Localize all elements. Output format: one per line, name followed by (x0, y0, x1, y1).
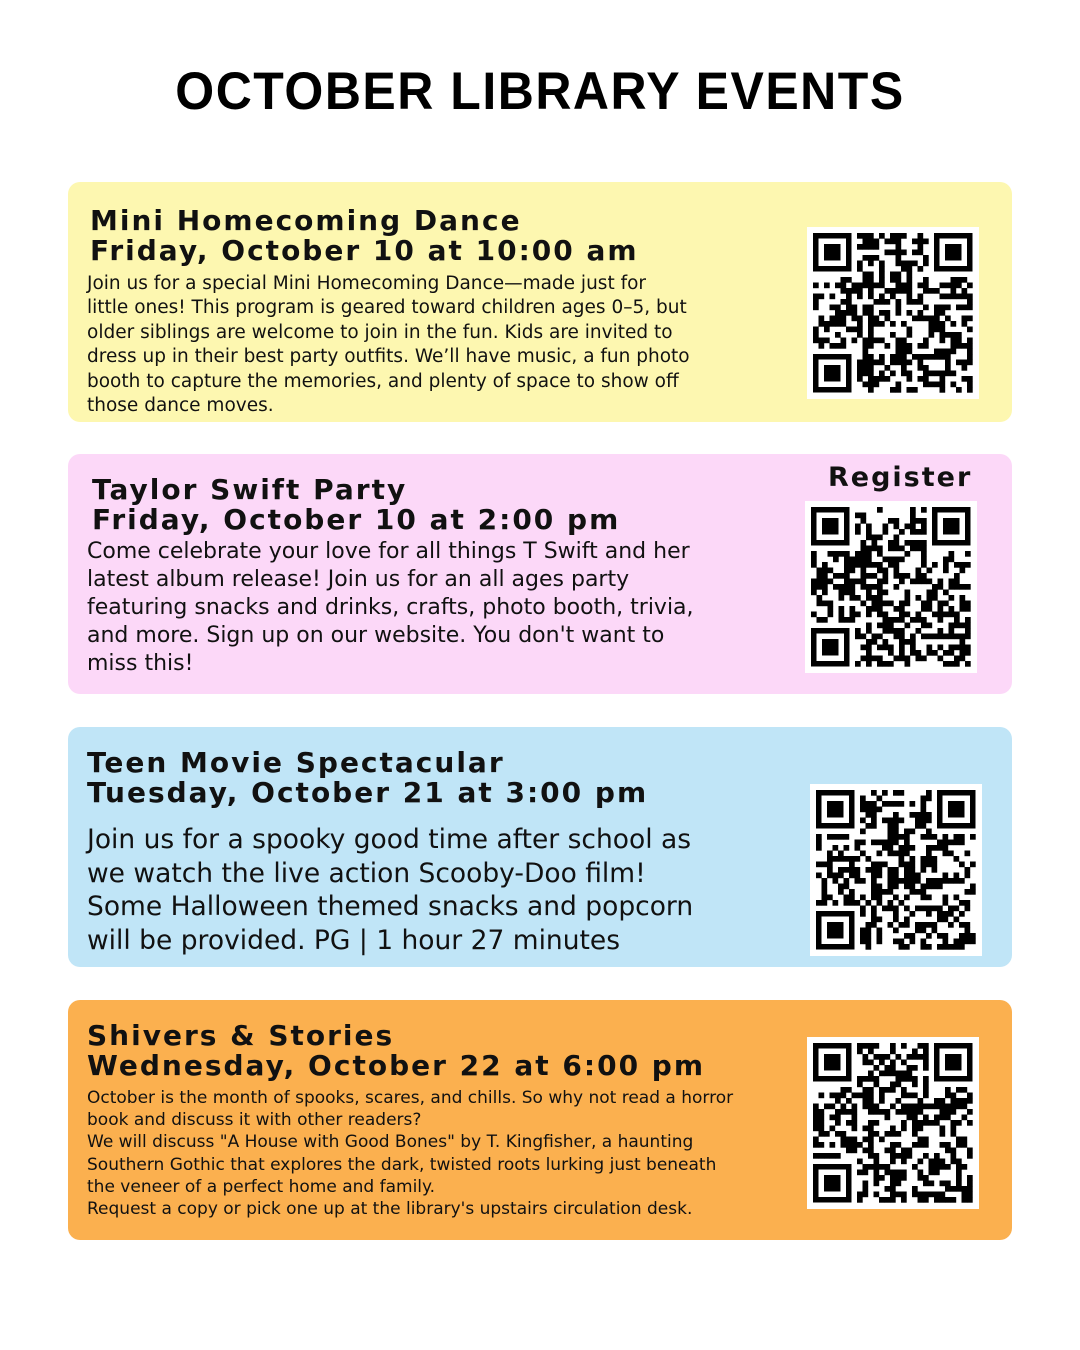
event-datetime: Wednesday, October 22 at 6:00 pm (87, 1049, 706, 1082)
qr-code[interactable] (807, 227, 979, 399)
description-line: latest album release! Join us for an all ages party (87, 567, 630, 592)
description-line: Come celebrate your love for all things T Swift and her (87, 539, 690, 564)
description-line: and more. Sign up on our website. You don't want to (87, 623, 665, 648)
description-line: Southern Gothic that explores the dark, twisted roots lurking just beneath (87, 1154, 717, 1175)
description-line: the veneer of a perfect home and family. (87, 1176, 436, 1197)
event-datetime: Friday, October 10 at 10:00 am (90, 234, 639, 267)
event-card-mini-homecoming (68, 182, 1012, 422)
event-name: Shivers & Stories (87, 1019, 395, 1052)
qr-code[interactable] (805, 501, 977, 673)
event-description (87, 823, 693, 957)
event-datetime: Friday, October 10 at 2:00 pm (92, 503, 621, 536)
description-line: Join us for a spooky good time after school as (87, 824, 692, 855)
event-title (92, 475, 620, 535)
qr-code[interactable] (810, 784, 982, 956)
event-name: Teen Movie Spectacular (87, 746, 505, 779)
qr-code-pattern (816, 790, 976, 950)
event-card-shivers-stories (68, 1000, 1012, 1240)
description-line: booth to capture the memories, and plenty of space to show off (87, 370, 679, 392)
event-name: Taylor Swift Party (92, 473, 408, 506)
description-line: will be provided. PG | 1 hour 27 minutes (87, 924, 621, 956)
description-line: Request a copy or pick one up at the library's upstairs circulation desk. (87, 1199, 693, 1220)
qr-code-pattern (813, 233, 973, 393)
event-title (87, 748, 648, 808)
description-line: Some Halloween themed snacks and popcorn (87, 891, 694, 922)
description-line: little ones! This program is geared toward children ages 0–5, but (87, 297, 687, 319)
event-title (87, 1021, 705, 1081)
description-line: book and discuss it with other readers? (87, 1110, 422, 1131)
description-line: Join us for a special Mini Homecoming Dance—made just for (87, 273, 647, 294)
description-line: We will discuss "A House with Good Bones" by T. Kingfisher, a haunting (87, 1132, 694, 1153)
event-datetime: Tuesday, October 21 at 3:00 pm (87, 776, 649, 809)
description-line: miss this! (87, 651, 194, 676)
event-title (90, 206, 639, 266)
qr-code-pattern (811, 507, 971, 667)
register-label: Register (828, 462, 973, 493)
event-name: Mini Homecoming Dance (90, 204, 522, 237)
event-card-teen-movie (68, 727, 1012, 967)
qr-code-pattern (813, 1043, 973, 1203)
event-card-taylor-swift (68, 454, 1012, 694)
qr-code[interactable] (807, 1037, 979, 1209)
page-title: OCTOBER LIBRARY EVENTS (175, 61, 905, 121)
description-line: featuring snacks and drinks, crafts, photo booth, trivia, (87, 595, 694, 620)
description-line: older siblings are welcome to join in the fun. Kids are invited to (87, 321, 673, 343)
description-line: those dance moves. (87, 395, 274, 417)
event-description (87, 538, 694, 678)
description-line: dress up in their best party outfits. We’ll have music, a fun photo (87, 346, 690, 368)
event-description (87, 272, 690, 418)
description-line: we watch the live action Scooby-Doo film! (87, 857, 646, 889)
event-description (87, 1087, 733, 1220)
description-line: October is the month of spooks, scares, and chills. So why not read a horror (87, 1088, 734, 1108)
